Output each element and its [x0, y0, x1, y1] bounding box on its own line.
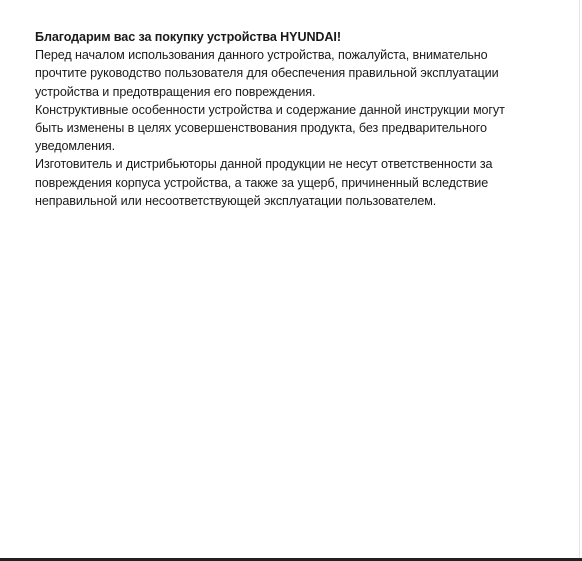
text-line: уведомления.: [35, 139, 116, 154]
text-line: неправильной или несоответствующей эксплуатации пользователем.: [35, 193, 437, 208]
document-body: [35, 28, 555, 210]
text-line: Изготовитель и дистрибьюторы данной продукции не несут ответственности за: [35, 157, 493, 172]
page-edge-divider: [579, 0, 580, 561]
text-line: прочтите руководство пользователя для обеспечения правильной эксплуатации: [35, 66, 499, 81]
text-line: Перед началом использования данного устройства, пожалуйста, внимательно: [35, 48, 488, 63]
text-line: устройства и предотвращения его повреждения.: [35, 84, 316, 99]
text-line: быть изменены в целях усовершенствования продукта, без предварительного: [35, 121, 487, 136]
text-line: повреждения корпуса устройства, а также за ущерб, причиненный вследствие: [35, 175, 489, 190]
document-heading: Благодарим вас за покупку устройства HYUNDAI!: [35, 30, 341, 44]
text-line: Конструктивные особенности устройства и содержание данной инструкции могут: [35, 102, 505, 117]
